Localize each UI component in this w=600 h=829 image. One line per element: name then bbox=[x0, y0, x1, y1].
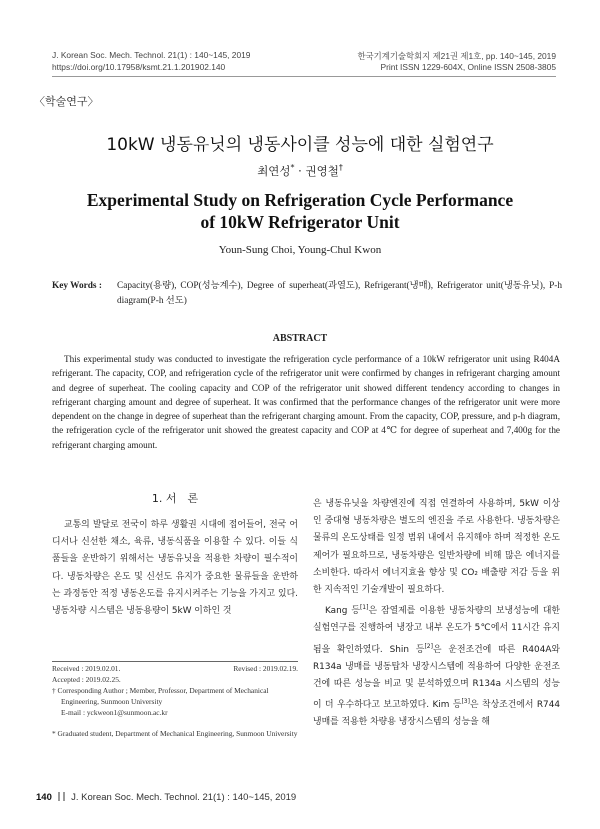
footer-separator bbox=[58, 792, 60, 801]
abstract-heading: ABSTRACT bbox=[272, 333, 328, 344]
citation-ref[interactable]: [3] bbox=[461, 698, 470, 706]
intro-paragraph-1-cont: 은 냉동유닛을 차량엔진에 직접 연결하여 사용하며, 5kW 이상인 중대형 냉동차량은 별도의 엔진을 주로 사용한다. 냉동차량은 물류의 온도상태를 일정 범위 내에서 유지해야 하며 적정한 온도제어가 필요하므로, 냉동차량은 일반차량에 비해 많은 에너지를 소비한다. 따라서 에너지효율 향상 및 CO₂ 배출량 저감 등을 위한 지속적인 기술개발이 필요하다. bbox=[313, 499, 560, 596]
journal-citation-ko: 한국기계기술학회지 제21권 제1호, pp. 140~145, 2019 bbox=[357, 51, 556, 61]
author-1: 최연성 bbox=[257, 164, 291, 178]
graduate-author-note: * Graduated student, Department of Mechanical Engineering, Sunmoon University bbox=[52, 729, 298, 738]
revised-date: Revised : 2019.02.19. bbox=[233, 664, 298, 673]
author-2: 권영철 bbox=[305, 164, 339, 178]
received-date: Received : 2019.02.01. bbox=[52, 664, 121, 673]
footer-separator bbox=[63, 792, 65, 801]
accepted-date: Accepted : 2019.02.25. bbox=[52, 675, 121, 684]
corresponding-author: † Corresponding Author ; Member, Professor, Department of Mechanical Engineering, Sunmoon University bbox=[52, 686, 269, 706]
text-segment: 은 잠열제를 이용한 냉동차량의 보냉성능에 대한 실험연구를 진행하여 냉장고 내부 온도가 5℃에서 11시간 유지됨을 확인하였다. Shin 등 bbox=[313, 606, 560, 655]
author-1-mark: * bbox=[290, 163, 295, 173]
text-segment: Kang 등 bbox=[325, 606, 360, 617]
intro-paragraph-1: 교통의 발달로 전국이 하루 생활권 시대에 접어들어, 전국 어디서나 신선한 채소, 육류, 냉동식품을 이용할 수 있다. 이들 식품들을 운반하기 위해서는 냉동유닛을 적용한 차량이 필수적이다. 냉동차량은 온도 및 신선도 유지가 중요한 물류들을 운반하는 과정동안 적정 냉동온도를 유지시켜주는 기능을 가지고 있다. 냉동차량 시스템은 냉동용량이 5kW 이하인 것 bbox=[52, 520, 298, 617]
authors-english: Youn-Sung Choi, Young-Chul Kwon bbox=[218, 244, 382, 256]
title-english-line1: Experimental Study on Refrigeration Cycle Performance bbox=[86, 190, 514, 210]
citation-ref[interactable]: [1] bbox=[359, 604, 369, 612]
citation-ref[interactable]: [2] bbox=[424, 642, 433, 650]
footnote-divider bbox=[52, 661, 298, 662]
author-2-mark: † bbox=[338, 163, 343, 173]
issn-info: Print ISSN 1229-604X, Online ISSN 2508-3805 bbox=[380, 62, 556, 72]
header-divider bbox=[52, 76, 556, 77]
intro-paragraph-2 bbox=[313, 599, 560, 731]
footnote-dates bbox=[52, 664, 298, 675]
keywords-text: Capacity(용량), COP(성능계수), Degree of superheat(과열도), Refrigerant(냉매), Refrigerator unit(냉동유닛), P-h diagram(P-h 선도) bbox=[117, 281, 562, 306]
article-category: 〈학술연구〉 bbox=[34, 95, 99, 108]
footer-citation: J. Korean Soc. Mech. Technol. 21(1) : 140~145, 2019 bbox=[71, 792, 297, 803]
journal-citation: J. Korean Soc. Mech. Technol. 21(1) : 140~145, 2019 bbox=[52, 50, 251, 60]
text-segment: 은 착상조건에서 R744 냉매를 적용한 차량용 냉장시스템의 성능을 해 bbox=[313, 700, 560, 728]
author-separator: · bbox=[294, 164, 306, 178]
author-email[interactable]: E-mail : yckweon1@sunmoon.ac.kr bbox=[61, 707, 168, 717]
abstract-body: This experimental study was conducted to investigate the refrigeration cycle performance of a 10kW refrigerator unit using R404A refrigerant. The capacity, COP, and refrigeration cycle of the refrigerator unit were confirmed by changes in refrigerant charging amount and degree of superheat. The cooling capacity and COP of the refrigerator unit showed different tendency according to changes in refrigerant charging amount and degree of superheat. It was confirmed that the performance changes of the refrigerator unit were more dependent on the change in degree of superheat than the refrigerant charging amount. From the capacity, COP, pressure, and p-h diagram, the refrigeration cycle of the refrigerator unit showed the greatest capacity and COP at 4℃ for degree of superheat and 7,400g for the refrigerant charging amount. bbox=[52, 354, 560, 450]
page-number: 140 bbox=[36, 792, 52, 803]
right-column bbox=[313, 496, 560, 732]
section-heading-introduction: 1. 서 론 bbox=[151, 492, 199, 505]
title-korean: 10kW 냉동유닛의 냉동사이클 성능에 대한 실험연구 bbox=[106, 135, 494, 155]
corresponding-author-note bbox=[52, 686, 298, 718]
doi-link[interactable]: https://doi.org/10.17958/ksmt.21.1.201902.140 bbox=[52, 62, 226, 72]
keywords-label: Key Words : bbox=[52, 281, 102, 291]
left-column bbox=[52, 517, 298, 620]
title-english bbox=[0, 189, 600, 233]
page-footer bbox=[36, 792, 296, 803]
authors-korean bbox=[0, 163, 600, 179]
title-english-line2: of 10kW Refrigerator Unit bbox=[200, 212, 400, 232]
text-segment: 은 운전조건에 따른 R404A와 R134a 냉매를 냉동탑차 냉장시스템에 적용하여 다양한 운전조건에 따른 성능을 비교 및 분석하였으며 R134a 시스템의 성능이 더 우수하다고 보고하였다. Kim 등 bbox=[313, 644, 560, 711]
